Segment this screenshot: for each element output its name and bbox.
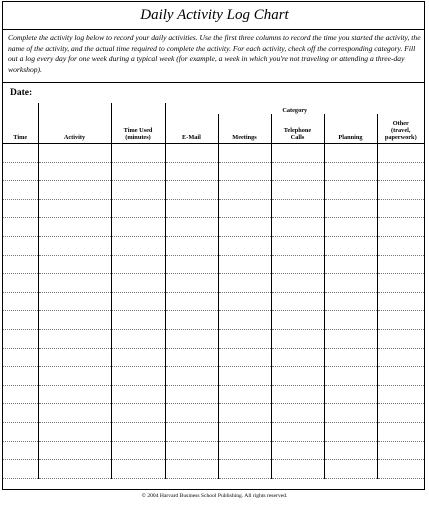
log-entry-cell[interactable] (38, 460, 111, 479)
log-entry-cell[interactable] (271, 181, 324, 200)
log-entry-cell[interactable] (3, 144, 38, 163)
log-entry-cell[interactable] (165, 385, 218, 404)
log-entry-cell[interactable] (3, 348, 38, 367)
column-header-label: Planning (338, 134, 363, 141)
log-entry-cell[interactable] (271, 460, 324, 479)
log-entry-cell[interactable] (38, 441, 111, 460)
log-entry-cell[interactable] (38, 144, 111, 163)
column-header (38, 114, 111, 144)
log-entry-cell[interactable] (111, 404, 165, 423)
log-entry-cell[interactable] (3, 274, 38, 293)
log-entry-cell[interactable] (271, 441, 324, 460)
log-entry-cell[interactable] (38, 422, 111, 441)
log-entry-cell[interactable] (324, 441, 377, 460)
log-entry-cell[interactable] (111, 144, 165, 163)
copyright-notice: © 2004 Harvard Business School Publishing. All rights reserved. (141, 493, 288, 499)
log-entry-cell[interactable] (324, 311, 377, 330)
table-row (3, 255, 424, 274)
log-entry-cell[interactable] (165, 460, 218, 479)
column-header (111, 114, 165, 144)
log-entry-cell[interactable] (271, 311, 324, 330)
column-header (218, 114, 271, 144)
log-entry-cell[interactable] (38, 367, 111, 386)
table-row (3, 460, 424, 479)
category-header (165, 103, 424, 114)
column-header-label: Meetings (232, 134, 257, 141)
log-entry-cell[interactable] (111, 255, 165, 274)
log-entry-cell[interactable] (377, 255, 424, 274)
log-entry-cell[interactable] (3, 199, 38, 218)
log-entry-cell[interactable] (111, 441, 165, 460)
table-row (3, 236, 424, 255)
log-entry-cell[interactable] (3, 385, 38, 404)
log-entry-cell[interactable] (111, 460, 165, 479)
log-entry-cell[interactable] (324, 348, 377, 367)
log-entry-cell[interactable] (377, 218, 424, 237)
column-header (324, 114, 377, 144)
log-entry-cell[interactable] (165, 162, 218, 181)
header-spacer (111, 103, 165, 114)
log-entry-cell[interactable] (111, 162, 165, 181)
column-header-sublabel: Calls (290, 134, 305, 141)
log-entry-cell[interactable] (165, 255, 218, 274)
header-spacer (3, 103, 38, 114)
log-entry-cell[interactable] (218, 348, 271, 367)
table-row (3, 292, 424, 311)
log-entry-cell[interactable] (165, 181, 218, 200)
column-header (377, 114, 424, 144)
column-header-sublabel: (minutes) (125, 134, 151, 141)
log-entry-cell[interactable] (3, 292, 38, 311)
log-entry-cell[interactable] (271, 367, 324, 386)
log-entry-cell[interactable] (271, 422, 324, 441)
log-entry-cell[interactable] (38, 348, 111, 367)
log-entry-cell[interactable] (38, 404, 111, 423)
log-entry-cell[interactable] (38, 385, 111, 404)
log-entry-cell[interactable] (38, 274, 111, 293)
log-entry-cell[interactable] (165, 218, 218, 237)
log-entry-cell[interactable] (324, 144, 377, 163)
table-row (3, 441, 424, 460)
table-row (3, 348, 424, 367)
column-header-label: Time Used (123, 127, 153, 134)
log-entry-cell[interactable] (38, 311, 111, 330)
log-entry-cell[interactable] (377, 274, 424, 293)
log-entry-cell[interactable] (111, 348, 165, 367)
table-row (3, 422, 424, 441)
page-title: Daily Activity Log Chart (140, 7, 289, 23)
log-entry-cell[interactable] (218, 218, 271, 237)
log-entry-cell[interactable] (324, 422, 377, 441)
log-entry-cell[interactable] (271, 162, 324, 181)
log-entry-cell[interactable] (38, 162, 111, 181)
log-entry-cell[interactable] (271, 385, 324, 404)
log-entry-cell[interactable] (38, 255, 111, 274)
log-entry-cell[interactable] (218, 460, 271, 479)
log-entry-cell[interactable] (377, 162, 424, 181)
log-entry-cell[interactable] (377, 348, 424, 367)
log-entry-cell[interactable] (324, 367, 377, 386)
log-entry-cell[interactable] (324, 162, 377, 181)
log-entry-cell[interactable] (218, 292, 271, 311)
table-row (3, 181, 424, 200)
log-entry-cell[interactable] (218, 404, 271, 423)
log-entry-cell[interactable] (165, 348, 218, 367)
log-entry-cell[interactable] (111, 236, 165, 255)
log-entry-cell[interactable] (218, 422, 271, 441)
log-entry-cell[interactable] (218, 367, 271, 386)
column-header (3, 114, 38, 144)
log-entry-cell[interactable] (377, 329, 424, 348)
log-entry-cell[interactable] (271, 292, 324, 311)
log-entry-cell[interactable] (377, 441, 424, 460)
log-entry-cell[interactable] (377, 404, 424, 423)
table-row (3, 329, 424, 348)
column-header-label: Telephone (283, 127, 312, 134)
table-row (3, 274, 424, 293)
log-entry-cell[interactable] (218, 274, 271, 293)
log-entry-cell[interactable] (377, 311, 424, 330)
column-header (165, 114, 218, 144)
log-entry-cell[interactable] (324, 274, 377, 293)
log-entry-cell[interactable] (111, 422, 165, 441)
log-entry-cell[interactable] (3, 311, 38, 330)
log-entry-cell[interactable] (377, 199, 424, 218)
log-entry-cell[interactable] (38, 329, 111, 348)
log-entry-cell[interactable] (165, 311, 218, 330)
activity-log-table (3, 103, 424, 479)
log-entry-cell[interactable] (324, 255, 377, 274)
log-entry-cell[interactable] (218, 311, 271, 330)
log-entry-cell[interactable] (3, 441, 38, 460)
log-entry-cell[interactable] (111, 274, 165, 293)
log-entry-cell[interactable] (3, 236, 38, 255)
log-entry-cell[interactable] (377, 367, 424, 386)
log-entry-cell[interactable] (3, 218, 38, 237)
log-entry-cell[interactable] (38, 199, 111, 218)
column-header (271, 114, 324, 144)
log-entry-cell[interactable] (111, 199, 165, 218)
log-entry-cell[interactable] (165, 441, 218, 460)
log-entry-cell[interactable] (165, 422, 218, 441)
table-row (3, 199, 424, 218)
log-entry-cell[interactable] (377, 460, 424, 479)
log-entry-cell[interactable] (324, 199, 377, 218)
log-entry-cell[interactable] (165, 236, 218, 255)
log-entry-cell[interactable] (324, 181, 377, 200)
log-entry-cell[interactable] (271, 348, 324, 367)
table-row (3, 218, 424, 237)
table-row (3, 367, 424, 386)
log-entry-cell[interactable] (218, 162, 271, 181)
log-entry-cell[interactable] (3, 162, 38, 181)
log-entry-cell[interactable] (377, 292, 424, 311)
log-entry-cell[interactable] (165, 367, 218, 386)
log-entry-cell[interactable] (111, 367, 165, 386)
log-entry-cell[interactable] (271, 144, 324, 163)
table-row (3, 144, 424, 163)
column-header-label: E-Mail (182, 134, 201, 141)
log-entry-cell[interactable] (3, 422, 38, 441)
log-entry-cell[interactable] (3, 329, 38, 348)
log-entry-cell[interactable] (324, 460, 377, 479)
log-entry-cell[interactable] (271, 199, 324, 218)
log-entry-cell[interactable] (111, 329, 165, 348)
log-entry-cell[interactable] (218, 329, 271, 348)
log-entry-cell[interactable] (324, 404, 377, 423)
log-entry-cell[interactable] (111, 311, 165, 330)
column-header-sublabel: (travel, paperwork) (384, 127, 417, 141)
column-header-label: Time (13, 134, 28, 141)
log-entry-cell[interactable] (377, 144, 424, 163)
log-entry-cell[interactable] (165, 329, 218, 348)
log-entry-cell[interactable] (377, 422, 424, 441)
log-entry-cell[interactable] (271, 218, 324, 237)
log-entry-cell[interactable] (165, 199, 218, 218)
log-entry-cell[interactable] (271, 329, 324, 348)
log-entry-cell[interactable] (38, 218, 111, 237)
table-row (3, 311, 424, 330)
log-entry-cell[interactable] (324, 218, 377, 237)
log-entry-cell[interactable] (271, 255, 324, 274)
date-label: Date: (10, 88, 33, 98)
log-entry-cell[interactable] (38, 236, 111, 255)
log-entry-cell[interactable] (165, 404, 218, 423)
log-entry-cell[interactable] (324, 236, 377, 255)
log-entry-cell[interactable] (3, 181, 38, 200)
log-entry-cell[interactable] (324, 292, 377, 311)
activity-log-sheet (2, 1, 425, 490)
log-entry-cell[interactable] (218, 236, 271, 255)
log-entry-cell[interactable] (3, 404, 38, 423)
log-entry-cell[interactable] (218, 255, 271, 274)
divider (3, 82, 424, 83)
log-entry-cell[interactable] (218, 385, 271, 404)
log-entry-cell[interactable] (3, 255, 38, 274)
table-row (3, 162, 424, 181)
log-entry-cell[interactable] (218, 441, 271, 460)
log-entry-cell[interactable] (271, 236, 324, 255)
log-entry-cell[interactable] (165, 292, 218, 311)
log-entry-cell[interactable] (38, 292, 111, 311)
divider (3, 29, 424, 30)
log-entry-cell[interactable] (3, 367, 38, 386)
table-row (3, 404, 424, 423)
log-entry-cell[interactable] (324, 329, 377, 348)
header-spacer (38, 103, 111, 114)
log-entry-cell[interactable] (271, 404, 324, 423)
log-entry-cell[interactable] (111, 385, 165, 404)
log-entry-cell[interactable] (271, 274, 324, 293)
log-entry-cell[interactable] (218, 144, 271, 163)
log-entry-cell[interactable] (377, 181, 424, 200)
table-row (3, 385, 424, 404)
column-header-label: Other (392, 120, 409, 127)
log-entry-cell[interactable] (38, 181, 111, 200)
category-label: Category (282, 107, 308, 114)
log-entry-cell[interactable] (324, 385, 377, 404)
log-entry-cell[interactable] (218, 199, 271, 218)
column-header-label: Activity (63, 134, 86, 141)
log-entry-cell[interactable] (165, 274, 218, 293)
log-entry-cell[interactable] (165, 144, 218, 163)
log-entry-cell[interactable] (377, 385, 424, 404)
log-entry-cell[interactable] (111, 218, 165, 237)
log-entry-cell[interactable] (3, 460, 38, 479)
log-entry-cell[interactable] (218, 181, 271, 200)
log-entry-cell[interactable] (111, 181, 165, 200)
log-entry-cell[interactable] (377, 236, 424, 255)
instructions-text: Complete the activity log below to record your daily activities. Use the first three columns to record the time you started the activity, the name of the activity, and the actual time required to complete the activity. For each activity, check off the corresponding category. Fill out a log every day for one week during a typical week (for example, a week in which you're not traveling or attending a three-day workshop). (8, 33, 421, 74)
log-entry-cell[interactable] (111, 292, 165, 311)
